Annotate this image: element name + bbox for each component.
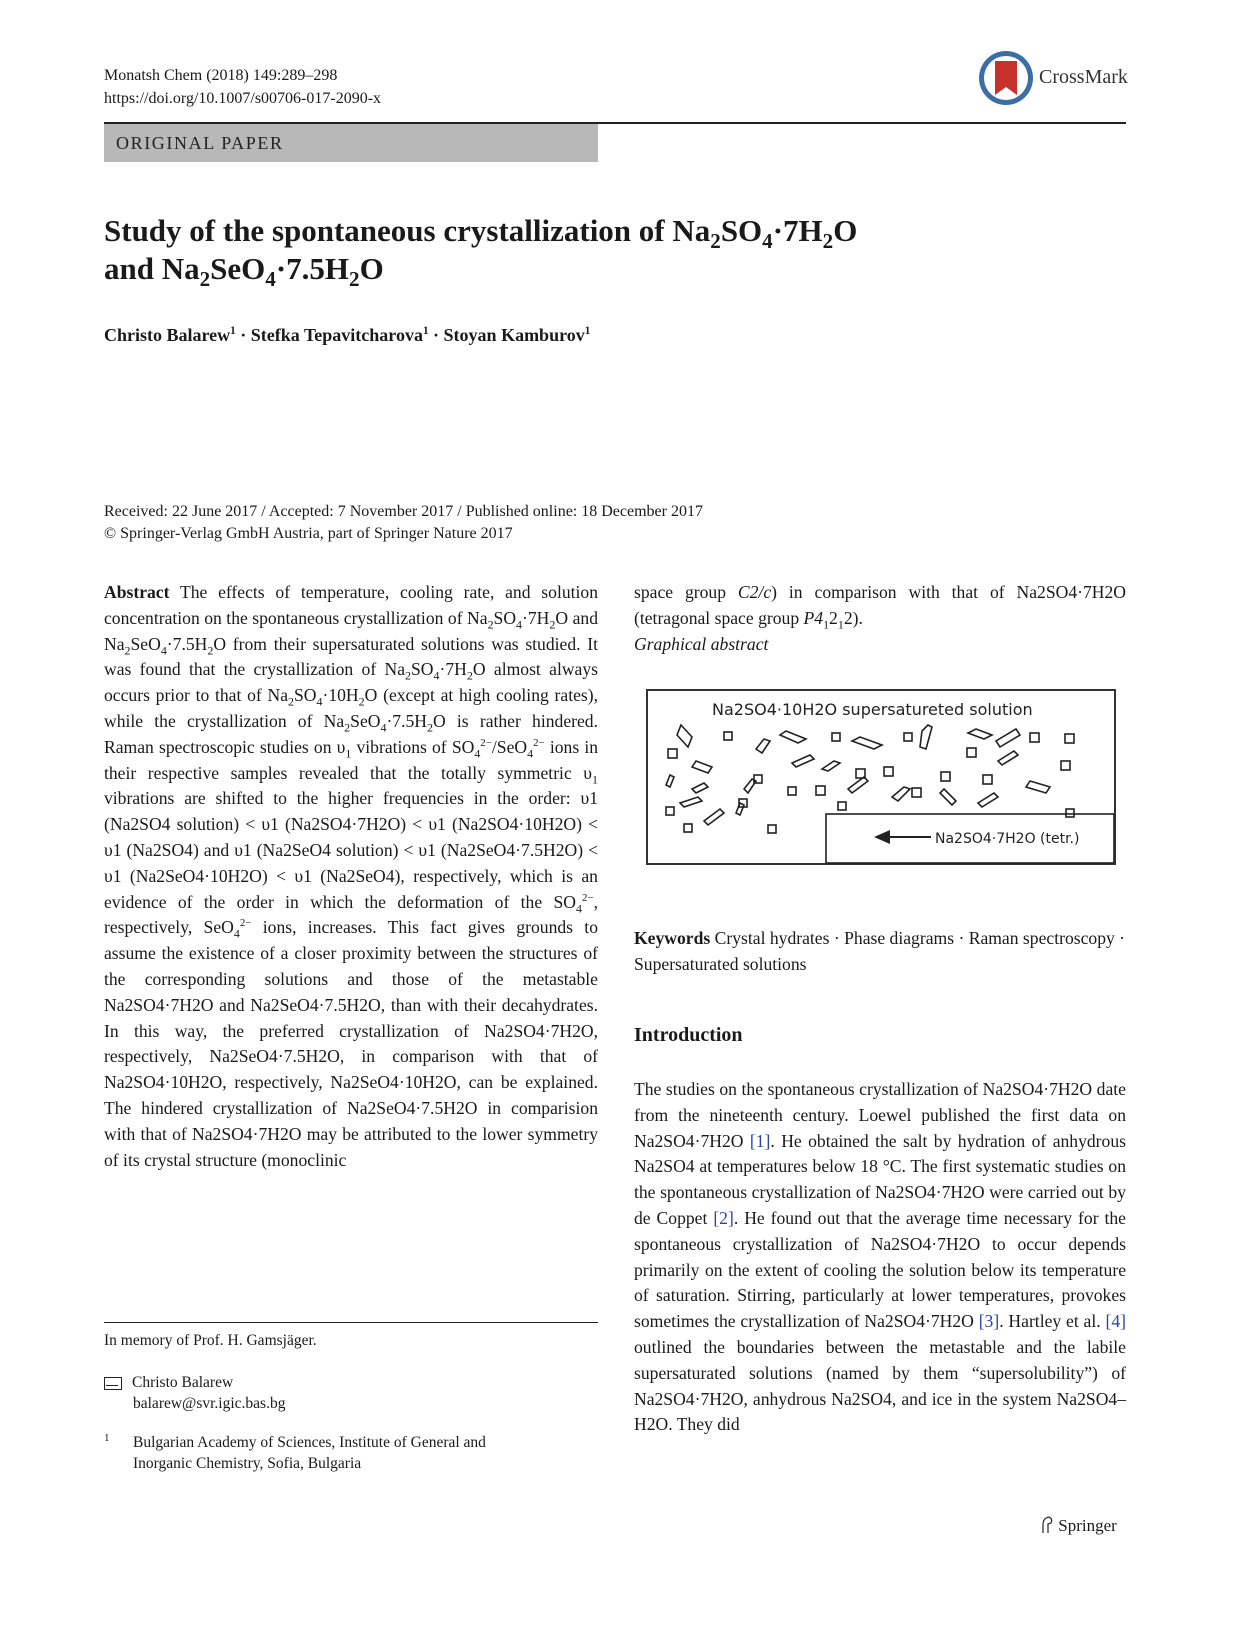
introduction-heading: Introduction	[634, 1024, 743, 1046]
graphical-abstract-label: Graphical abstract	[634, 633, 769, 654]
doi-link[interactable]: https://doi.org/10.1007/s00706-017-2090-x	[104, 90, 382, 107]
journal-name: Monatsh Chem (2018) 149:289–298	[104, 67, 338, 84]
ref-3[interactable]: [3]	[978, 1311, 1000, 1332]
author-3[interactable]: Stoyan Kamburov	[443, 325, 585, 345]
crossmark-badge[interactable]	[977, 47, 1127, 109]
contact-name: Christo Balarew	[132, 1374, 234, 1391]
ga-bottom-label: Na2SO4·7H2O (tetr.)	[935, 831, 1080, 847]
ref-2[interactable]: [2]	[713, 1207, 734, 1228]
paper-title: Study of the spontaneous crystallization of $Na_2SO_4\cdot 7H_2O$ and $Na_2SeO_4\cdot 7.5H_2O$	[104, 213, 858, 292]
memory-note: In memory of Prof. H. Gamsjäger.	[104, 1332, 317, 1349]
footnote-rule	[104, 1322, 598, 1323]
abstract: Abstract The effects of temperature, cooling rate, and solution concentration on the spontaneous crystallization of $Na_2SO_4\cdot 7H_2O$ and $Na_2SeO_4\cdot 7.5H_2O$ from their supersaturated solutions was studied. It was found that the crystallization of $Na_2SO_4\cdot 7H_2O$ almost always occurs prior to that of $Na_2SO_4\cdot 10H_2O$ (except at high cooling rates), while the crystallization of $Na_2SeO_4\cdot 7.5H_2O$ is rather hindered. Raman spectroscopic studies on $\upsilon_1$ vibrations of $SO_4^{2-}/SeO_4^{2-}$ ions in their respective samples revealed that the totally symmetric $\upsilon_1$ vibrations are shifted to the higher frequencies in the order: υ1 (Na2SO4 solution) < υ1 (Na2SO4·7H2O) < υ1 (Na2SO4·10H2O) < υ1 (Na2SO4) and υ1 (Na2SeO4 solution) < υ1 (Na2SeO4·7.5H2O) < υ1 (Na2SeO4·10H2O) < υ1 (Na2SeO4), respectively, which is an evidence of the order in which the deformation of the $SO_4^{2-}$, respectively, SeO$_4^{2-}$ ions, increases. This fact gives grounds to assume the existence of a closer proximity between the structures of the corresponding solutions and those of the metastable Na2SO4·7H2O and Na2SeO4·7.5H2O, than with their decahydrates. In this way, the preferred crystallization of Na2SO4·7H2O, respectively, Na2SeO4·7.5H2O, in comparison with that of Na2SO4·10H2O, respectively, Na2SeO4·10H2O, can be explained. The hindered crystallization of Na2SeO4·7.5H2O in comparision with that of Na2SO4·7H2O may be attributed to the lower symmetry of its crystal structure (monoclinic	[104, 582, 598, 1170]
crossmark-label: CrossMark	[1039, 66, 1128, 88]
introduction-text: The studies on the spontaneous crystallization of Na2SO4·7H2O date from the nineteenth century. Loewel published the first data on Na2SO4·7H2O [1]. He obtained the salt by hydration of anhydrous Na2SO4 at temperatures below 18 °C. The first systematic studies on the spontaneous crystallization of Na2SO4·7H2O were carried out by de Coppet [2]. He found out that the average time necessary for the spontaneous crystallization of Na2SO4·7H2O to occur depends primarily on the extent of cooling the solution below its temperature of saturation. Stirring, particularly at lower temperatures, provokes sometimes the crystallization of Na2SO4·7H2O [3]. Hartley et al. [4] outlined the boundaries between the metastable and the labile supersaturated solutions (named by them “supersolubility”) of Na2SO4·7H2O, anhydrous Na2SO4, and ice in the system Na2SO4–H2O. They did	[634, 1079, 1126, 1435]
ref-1[interactable]: [1]	[749, 1130, 771, 1151]
keywords: Keywords Crystal hydrates · Phase diagrams · Raman spectroscopy · Supersaturated solutions	[634, 928, 1126, 974]
publisher-logo	[1040, 1516, 1117, 1536]
publication-dates: Received: 22 June 2017 / Accepted: 7 November 2017 / Published online: 18 December 2017 © Springer-Verlag GmbH Austria, part of Springer Nature 2017	[104, 501, 703, 545]
copyright: © Springer-Verlag GmbH Austria, part of Springer Nature 2017	[104, 525, 513, 542]
contact-email[interactable]: balarew@svr.igic.bas.bg	[133, 1395, 286, 1412]
author-list: Christo Balarew$^1$ · Stefka Tepavitcharova$^1$ · Stoyan Kamburov$^1$	[104, 325, 591, 345]
article-type-banner: ORIGINAL PAPER	[104, 124, 598, 162]
ga-top-label: Na2SO4·10H2O supersatureted solution	[712, 700, 1033, 719]
affiliation: $^1$ Bulgarian Academy of Sciences, Institute of General and Inorganic Chemistry, Sofia, Bulgaria	[104, 1431, 486, 1472]
corresponding-author	[104, 1372, 285, 1414]
raman-order: υ1 (Na2SO4 solution) < υ1 (Na2SO4·7H2O) < υ1 (Na2SO4·10H2O) < υ1 (Na2SO4) and υ1 (Na2SeO4 solution) < υ1 (Na2SeO4·7.5H2O) < υ1 (Na2SeO4·10H2O) < υ1 (Na2SeO4)	[104, 788, 598, 886]
graphical-abstract-figure	[646, 689, 1116, 865]
author-1[interactable]: Christo Balarew	[104, 325, 231, 345]
envelope-icon	[104, 1377, 122, 1390]
keywords-label: Keywords	[634, 928, 711, 948]
abstract-label: Abstract	[104, 582, 170, 602]
crossmark-icon	[977, 49, 1035, 107]
ref-4[interactable]: [4]	[1105, 1311, 1126, 1332]
author-2[interactable]: Stefka Tepavitcharova	[250, 325, 423, 345]
springer-horse-icon	[1040, 1516, 1054, 1534]
publisher-name: Springer	[1058, 1516, 1117, 1535]
abstract-continued: space group C2/c) in comparison with that of Na2SO4·7H2O (tetragonal space group $P4_12_12$). Graphical abstract	[634, 582, 1126, 654]
journal-citation	[104, 64, 381, 110]
